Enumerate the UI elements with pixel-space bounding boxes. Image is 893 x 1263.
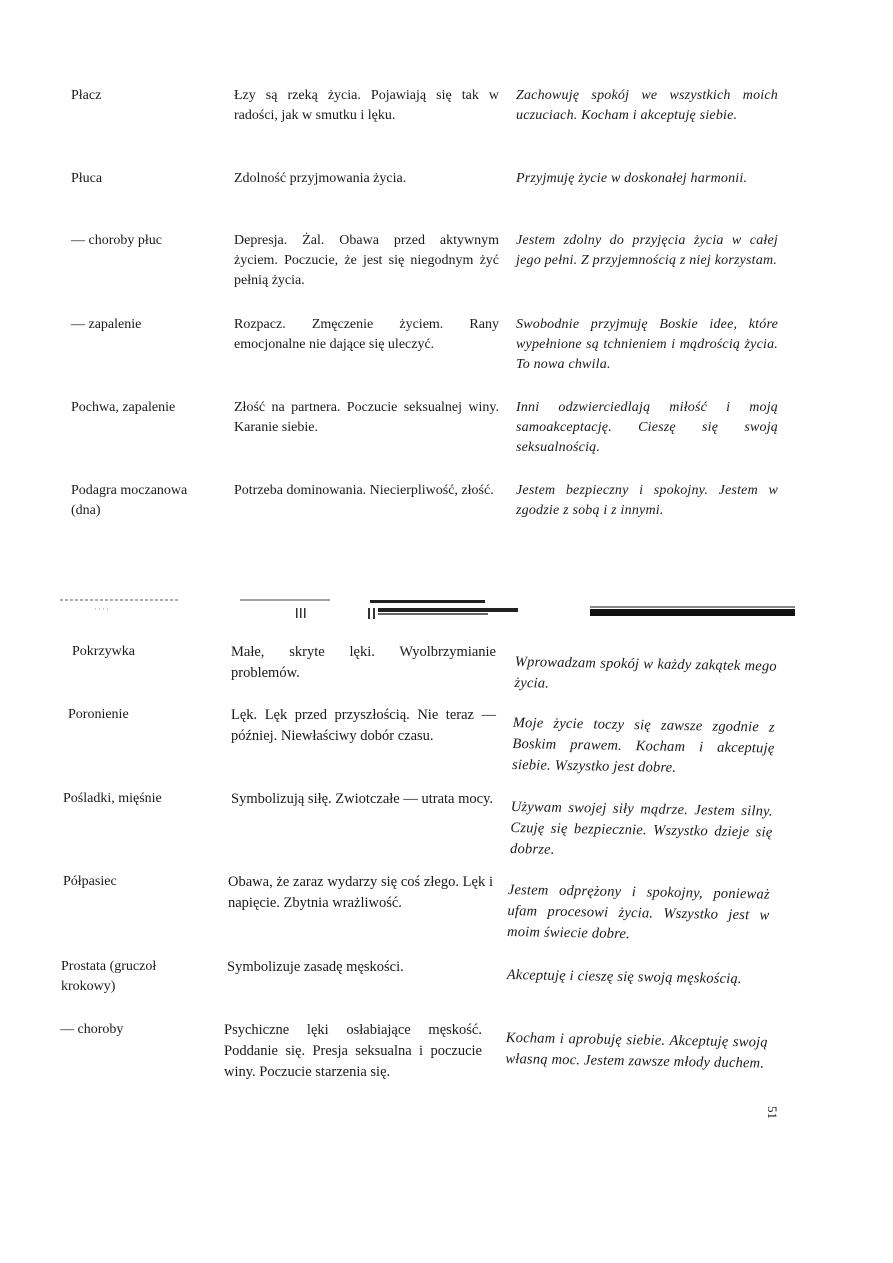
entry-term: Podagra moczanowa (dna): [71, 483, 188, 518]
entry-affirmation: Swobodnie przyjmuję Boskie idee, które wypełnione są tchnieniem i mądrością życia. To nowa chwila.: [516, 317, 778, 372]
entry-term: Półpasiec: [63, 874, 117, 889]
entry-affirmation: Zachowuję spokój we wszystkich moich uczuciach. Kocham i akceptuję siebie.: [516, 88, 778, 123]
entry-term: — choroby: [60, 1022, 124, 1037]
entry-cause: Lęk. Lęk przed przyszłością. Nie teraz — później. Niewłaściwy dobór czasu.: [231, 707, 496, 744]
entry-cause: Psychiczne lęki osłabiające męskość. Poddanie się. Presja seksualna i poczucie winy. Poczucie starzenia się.: [224, 1022, 482, 1080]
entry-cause: Depresja. Żal. Obawa przed aktywnym życiem. Poczucie, że jest się niegodnym żyć pełnią życia.: [234, 233, 499, 288]
page-break-divider: [0, 594, 893, 624]
entry-term: — choroby płuc: [71, 233, 162, 248]
entry-affirmation: Kocham i aprobuję siebie. Akceptuję swoją własną moc. Jestem zawsze młody duchem.: [505, 1029, 768, 1072]
entry-affirmation: Jestem bezpieczny i spokojny. Jestem w zgodzie z sobą i z innymi.: [516, 483, 778, 518]
entry-term: Pokrzywka: [72, 644, 135, 659]
entry-cause: Symbolizują siłę. Zwiotczałe — utrata mocy.: [231, 791, 493, 807]
entry-affirmation: Używam swojej siły mądrze. Jestem silny. Czuję się bezpiecznie. Wszystko dzieje się dobrze.: [509, 798, 773, 858]
entry-affirmation: Moje życie toczy się zawsze zgodnie z Boskim prawem. Kocham i akceptuję siebie. Wszystko jest dobre.: [511, 714, 775, 776]
entry-cause: Potrzeba dominowania. Niecierpliwość, złość.: [234, 483, 494, 498]
entry-affirmation: Akceptuję i cieszę się swoją męskością.: [506, 966, 742, 988]
entry-cause: Małe, skryte lęki. Wyolbrzymianie problemów.: [231, 644, 496, 681]
entry-term: Płacz: [71, 88, 102, 103]
entry-term: Pochwa, zapalenie: [71, 400, 176, 415]
entry-term: — zapalenie: [71, 317, 142, 332]
entry-affirmation: Inni odzwierciedlają miłość i moją samoakceptację. Cieszę się swoją seksualnością.: [516, 400, 778, 455]
entry-cause: Rozpacz. Zmęczenie życiem. Rany emocjonalne nie dające się uleczyć.: [234, 317, 499, 352]
entry-cause: Zdolność przyjmowania życia.: [234, 171, 407, 186]
entry-term: Pośladki, mięśnie: [63, 791, 162, 806]
entry-cause: Złość na partnera. Poczucie seksualnej winy. Karanie siebie.: [234, 400, 499, 435]
entry-affirmation: Wprowadzam spokój w każdy zakątek mego życia.: [514, 653, 777, 692]
entry-affirmation: Jestem zdolny do przyjęcia życia w całej jego pełni. Z przyjemnością z niej korzystam.: [516, 233, 778, 268]
entry-affirmation: Jestem odprężony i spokojny, ponieważ ufam procesowi życia. Wszystko jest w moim świecie dobre.: [506, 881, 770, 943]
entry-term: Płuca: [71, 171, 103, 186]
entry-cause: Łzy są rzeką życia. Pojawiają się tak w radości, jak w smutku i lęku.: [234, 88, 499, 123]
page-number: 51: [765, 1106, 780, 1119]
entry-cause: Obawa, że zaraz wydarzy się coś złego. Lęk i napięcie. Zbytnia wrażliwość.: [228, 874, 493, 911]
entry-term: Poronienie: [68, 707, 129, 722]
entry-cause: Symbolizuje zasadę męskości.: [227, 959, 404, 975]
entry-term: Prostata (gruczoł krokowy): [61, 959, 157, 994]
entry-affirmation: Przyjmuję życie w doskonałej harmonii.: [516, 171, 748, 186]
